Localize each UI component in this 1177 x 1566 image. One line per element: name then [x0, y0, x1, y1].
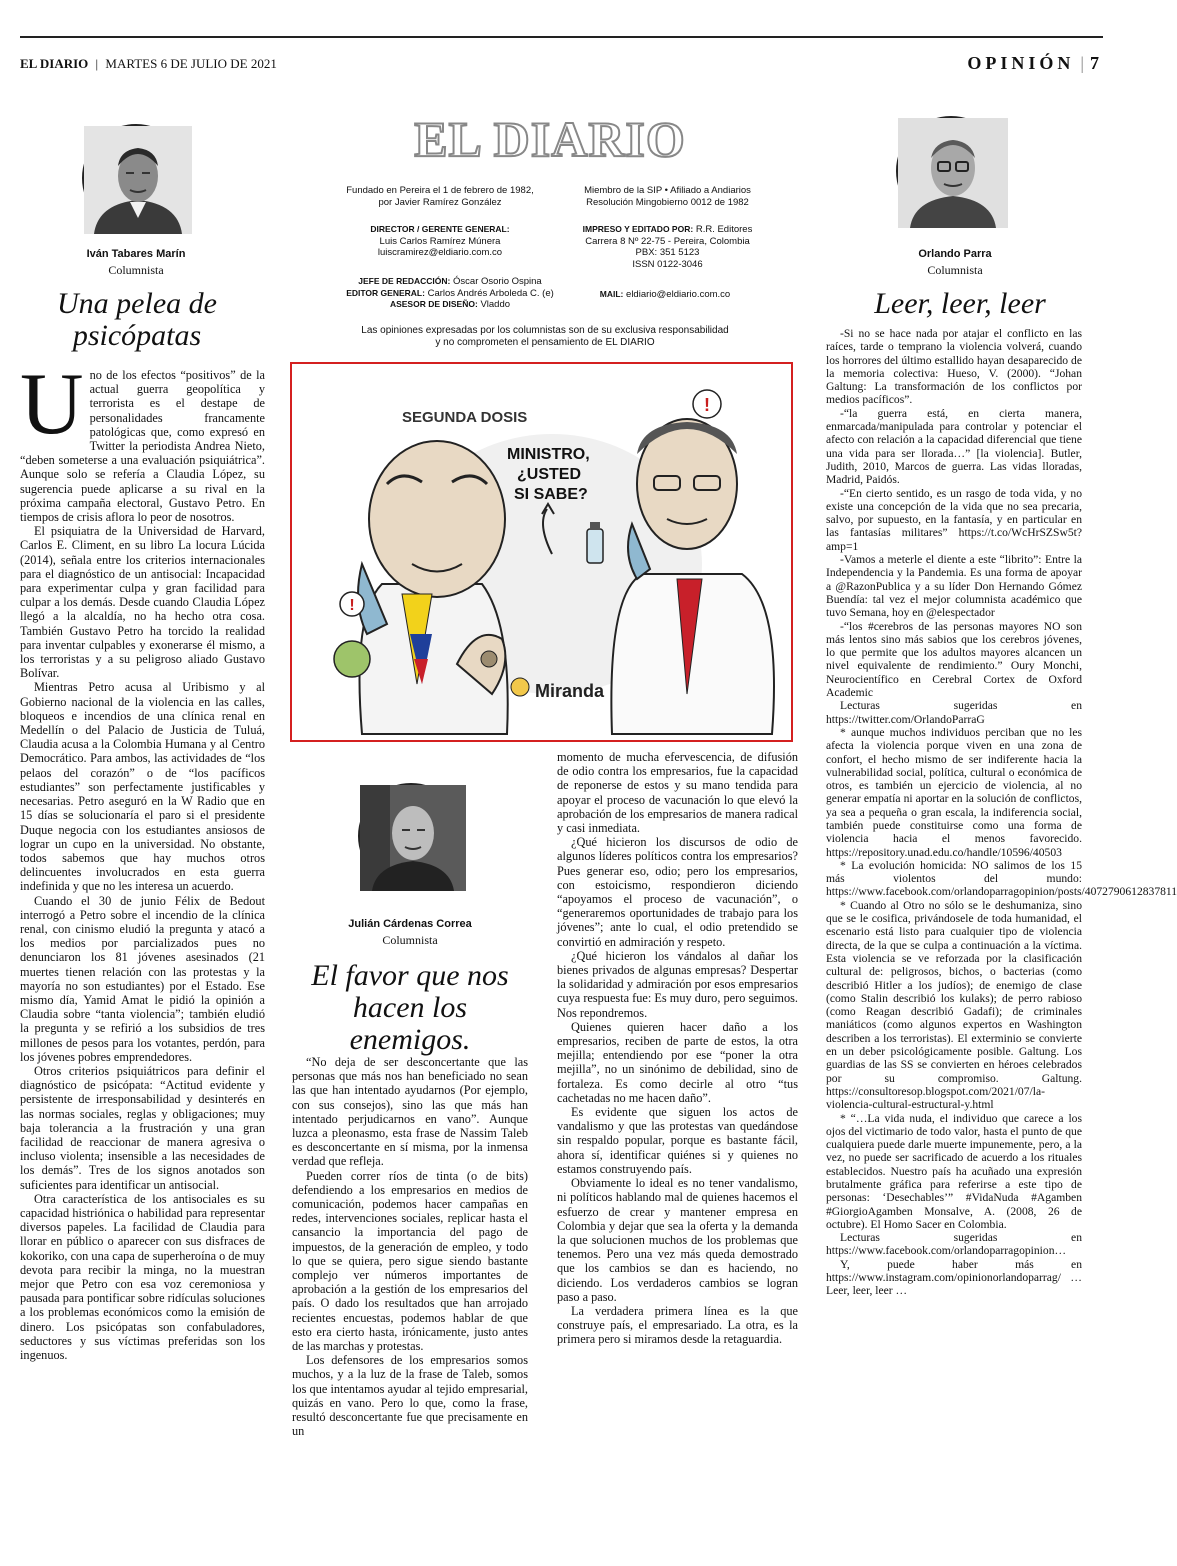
cartoon-exclaim-right: ! — [704, 395, 710, 415]
masthead-founded-line-2: por Javier Ramírez González — [378, 196, 502, 208]
author-role-tabares: Columnista — [108, 263, 164, 277]
masthead-asesor-name: Vladdo — [480, 299, 511, 310]
author-photo-tabares — [82, 124, 190, 232]
cartoon-frame — [290, 362, 793, 742]
masthead-founded-line-1: Fundado en Pereira el 1 de febrero de 1982, — [346, 185, 534, 196]
masthead-director — [330, 224, 550, 259]
column-title-parra: Leer, leer, leer — [874, 287, 1046, 320]
cartoon-illustration — [292, 364, 791, 740]
masthead-mail-label: MAIL: — [599, 289, 624, 299]
paragraph: Es evidente que siguen los actos de vandalismo y que las protestas van quedándose sin respaldo popular, porque es bastante fácil, ahora sí, identificar quiénes si y quienes no estamos construyendo país. — [557, 1105, 798, 1176]
column-body-tabares — [20, 356, 265, 1553]
paragraph: “No deja de ser desconcertante que las personas que más nos han beneficiado no sean las que han intentado ayudarnos (Por ejemplo, con sus consejos), sino las que más han intentado perjudicarnos en vano”. Aunque luzca a pleonasmo, esta frase de Nassim Taleb es desconcertante en sí misma, por la inmensa verdad que refleja. — [292, 1055, 528, 1169]
masthead-director-name: Luis Carlos Ramírez Múnera — [379, 235, 501, 247]
masthead-founded — [330, 185, 550, 208]
masthead-asesor-label: ASESOR DE DISEÑO: — [389, 299, 478, 309]
column-title-cardenas — [290, 960, 530, 1056]
masthead-member-line-1: Miembro de la SIP • Afiliado a Andiarios — [584, 185, 751, 196]
paragraph: -Si no se hace nada por atajar el conflicto en las raíces, tarde o temprano la violencia volverá, cuando los horrores del último estallido hayan desaparecido de la memoria colectiva: Hueso, V. (2000). “Johan Galtung: La transformación de los conflictos por medios pacíficos”. — [826, 327, 1082, 407]
paragraph: Pueden correr ríos de tinta (o de bits) defendiendo a los empresarios en medios de comunicación, podemos hacer campañas en redes, intervenciones sociales, replicar hasta el cansancio la importancia del pago de impuestos, de la generación de empleo, y todo lo que se quiera, pero sigue siendo bastante complejo ver números importantes de aprobación a la gestión de los empresarios del país. O dado los resultados que han arrojado recientes encuestas, podemos hablar de que esto era cierto hasta, irónicamente, justo antes de las marchas y protestas. — [292, 1168, 528, 1354]
paragraph: -“En cierto sentido, es un rasgo de toda vida, y no existe una concepción de la vida que no sea precaria, salvo, por supuesto, en la fantasía, y en particular en las fantasías militares” https://t.co/WcHrSZSw5t?amp=1 — [826, 486, 1082, 553]
author-photo-cardenas — [358, 783, 464, 889]
paragraph: ¿Qué hicieron los vándalos al dañar los bienes privados de algunas empresas? Despertar la solidaridad y admiración por esos empresarios cuya respuesta fue: Es muy duro, pero seguimos. Nos repondremos. — [557, 948, 798, 1020]
paragraph: * aunque muchos individuos perciban que no les afecta la violencia porque viven en una zona de confort, el hecho mismo de ser indiferente hacia la vulnerabilidad social, política, cultural o económica de otros, es también un ejercicio de violencia, al no generar empatía ni aportar en la solución de conflictos, ya sea a pequeña o gran escala, la indiferencia social, también puede constituirse como una forma de violencia hacia el menos favorecido. https://repository.unad.edu.co/handle/10596/40503 — [826, 725, 1082, 859]
paragraph: Otros criterios psiquiátricos para definir el diagnóstico de psicópata: “Actitud evidente y persistente de irresponsabilidad y desinterés en las normas sociales, reglas y obligaciones; muy baja tolerancia a la frustración y una gran facilidad de reaccionar de manera agresiva o incluso violenta; insensible a las necesidades de los demás”. Tres de los signos anotados son suficientes para identificar un antisocial. — [20, 1063, 265, 1192]
header-date-line — [20, 56, 277, 72]
masthead-printer — [555, 224, 780, 270]
paragraph: El psiquiatra de la Universidad de Harvard, Carlos E. Climent, en su libro La locura Lúcida (2014), señala entre los criterios internacionales para el diagnóstico de un antisocial: Incapacidad para experimentar culpa y gran facilidad para culpar a los demás. Desde cuando Claudia López llegó a la alcaldía, no ha hecho otra cosa. También Gustavo Petro ha torcido la realidad para inventar culpables y exonerarse él mismo, a los terroristas y a su peligroso aliado Gustavo Bolívar. — [20, 524, 265, 681]
masthead-director-label: DIRECTOR / GERENTE GENERAL: — [370, 224, 510, 234]
author-role-cardenas: Columnista — [382, 933, 438, 947]
paragraph: Lecturas sugeridas en https://www.facebook.com/orlandoparragopinion… — [826, 1231, 1082, 1258]
header-separator: | — [95, 56, 99, 71]
column-body-cardenas-b — [557, 750, 798, 1555]
header-date: MARTES 6 DE JULIO DE 2021 — [105, 56, 277, 71]
column-body-cardenas-a — [292, 1055, 528, 1555]
paragraph: Otra característica de los antisociales es su capacidad histriónica o habilidad para representar diversos papeles. La facilidad de Claudia para llorar en público o aparecer con sus disfraces de kokoriko, con una capa de superheroína o de muy devota para recibir la minga, no la muestran mejor que Petro con esa voz ceremoniosa y pausada para pontificar sobre ridículas soluciones a los problemas económicos como la emisión de dinero. Los psicópatas son confabuladores, seductores y sus víctimas preferidas son los ingenuos. — [20, 1191, 265, 1363]
paragraph: -Vamos a meterle el diente a este “librito”: Entre la Independencia y la Pandemia. Es una forma de apoyar a @RazonPublica y a su líder Don Hernando Gómez Buendía: tal vez el mejor columnista académico que tuvo Semana, hoy en @elespectador — [826, 553, 1082, 620]
paragraph: Obviamente lo ideal es no tener vandalismo, ni políticos hablando mal de quienes hacemos el esfuerzo de crear y mantener empresa en Colombia y dejar que sea la oferta y la demanda la que solucionen muchos de los problemas que tenemos. Pero una vez más queda demostrado que los cambios se dan es haciendo, no diciendo. Los verdaderos cambios se logran paso a paso. — [557, 1176, 798, 1304]
masthead-disclaimer-line-1: Las opiniones expresadas por los columnistas son de su exclusiva responsabilidad — [361, 325, 729, 336]
paragraph: ¿Qué hicieron los discursos de odio de algunos líderes políticos contra los empresarios? Pues generar eso, odio; pero los empresarios, con estoicismo, respondieron diciendo “apoyamos el proceso de vacunación”, o “generaremos oportunidades de trabajo para los jóvenes”; ante lo cual, el odio pretendido se convirtió en admiración y respeto. — [557, 835, 798, 949]
drop-cap: U — [20, 356, 84, 453]
column-title-line-1: El favor que nos — [311, 959, 509, 992]
masthead-mail — [565, 289, 765, 301]
author-role-parra: Columnista — [927, 263, 983, 277]
author-name-tabares: Iván Tabares Marín — [86, 248, 186, 260]
header-rule — [20, 36, 1103, 38]
column-title-line-2: psicópatas — [72, 319, 202, 352]
cartoon-exclaim-left: ! — [349, 597, 355, 614]
paragraph: Y, puede haber más en https://www.instagram.com/opinionorlandoparrag/ … Leer, leer, leer … — [826, 1257, 1082, 1298]
paragraph — [20, 356, 265, 525]
paragraph: Lecturas sugeridas en https://twitter.com/OrlandoParraG — [826, 699, 1082, 726]
paragraph: * La evolución homicida: NO salimos de los 15 más violentos del mundo: https://www.facebook.com/orlandoparragopinion/posts/4072790612837811 — [826, 858, 1177, 899]
header-section: OPINIÓN — [967, 53, 1075, 73]
masthead-editor-label: EDITOR GENERAL: — [346, 287, 425, 298]
masthead-disclaimer — [320, 325, 770, 348]
masthead-printed-label: IMPRESO Y EDITADO POR: — [582, 224, 694, 234]
cartoon-caption: SEGUNDA DOSIS — [402, 409, 528, 426]
paragraph: * “…La vida nuda, el individuo que carece a los ojos del victimario de todo valor, hasta el punto de que cualquiera puede darle muerte impunemente, pero, a la vez, no puede ser sacrificado de acuerdo a los rituales establecidos. Nuestro país ha acuñado una expresión brutalmente gráfica para referirse a este tipo de personas: ‘Desechables’” #VidaNuda #Agamben #GiorgioAgamben Monsalve, A. (2008, 26 de octubre). El Homo Sacer en Colombia. — [826, 1111, 1082, 1231]
header-section-separator: | — [1080, 53, 1084, 73]
paragraph: La verdadera primera línea es la que construye país, el empresariado. La otra, es la primera pero si miramos desde la retaguardia. — [557, 1303, 798, 1347]
column-title-tabares — [22, 288, 252, 352]
masthead-member — [555, 185, 780, 208]
column-title-line-1: Una pelea de — [57, 287, 217, 320]
paragraph: Los defensores de los empresarios somos muchos, y a la luz de la frase de Taleb, somos los que intentamos ayudar al tejido empresarial, quizás en vano. Pero lo que, como la frase, resultó desconcertante fue que precisamente en un — [292, 1353, 528, 1439]
paragraph-text: no de los efectos “positivos” de la actual guerra geopolítica y terrorista es el destape de personalidades francamente patológicas que, como expresó en Twitter la periodista Andrea Nieto, “deben someterse a una evaluación psiquiátrica”. Aunque solo se refería a Claudia López, su sugerencia puede aplicarse a su rival en la próxima campaña electoral, Gustavo Petro. En tiempos de crisis aflora lo peor de nosotros. — [20, 368, 265, 525]
author-name-cardenas: Julián Cárdenas Correa — [348, 918, 472, 930]
paragraph: -“los #cerebros de las personas mayores NO son más lentos sino más sabios que los cerebros jóvenes, lo que permite que los adultos mayores alcancen un nivel equivalente de rendimiento.” Oury Monchi, Neurocientífico en Cerebral Cortex de Oxford Academic — [826, 619, 1082, 700]
masthead-staff — [330, 276, 570, 311]
masthead-member-line-2: Resolución Mingobierno 0012 de 1982 — [586, 196, 749, 208]
masthead-mail-address: eldiario@eldiario.com.co — [626, 289, 731, 300]
masthead-director-email: luiscramirez@eldiario.com.co — [377, 247, 503, 258]
column-title-line-2: hacen los enemigos. — [349, 991, 471, 1056]
paragraph: -“la guerra está, en cierta manera, enmarcada/manipulada para controlar y potenciar el afecto con relación a la capacidad diferencial que tiene una vida para ser llorada…” [la violencia]. Butler, Judith, 2010, Marcos de guerra. Las vidas lloradas, Madrid, Paidós. — [826, 406, 1082, 487]
header-page-number: 7 — [1090, 53, 1103, 73]
masthead-address: Carrera 8 Nº 22-75 - Pereira, Colombia — [585, 235, 750, 247]
header-section-line — [967, 53, 1103, 74]
paragraph: Mientras Petro acusa al Uribismo y al Gobierno nacional de la violencia en las calles, bloqueos e incendios de una clínica renal en Medellín o del Palacio de Justicia de Tuluá, Claudia acusa a la Colombia Humana y al Centro Democrático. Para ambos, las actividades de “los pelaos del corazón” o de “los pacíficos estudiantes” son perfectamente justificables y necesarias. Petro aseguró en la W Radio que en 15 días se solucionaría el paro si el presidente Duque negocia con los estudiantes ansiosos de lograr un cupo en la universidad. No obstante, todos sabemos que hay muchos otros delincuentes involucrados en esta guerra indefinida y que no les interesa un acuerdo. — [20, 680, 265, 894]
cartoon-bubble-line-1: MINISTRO, — [507, 446, 590, 463]
author-photo-parra — [896, 116, 1006, 226]
cartoon-signature: Miranda — [535, 681, 605, 701]
paragraph: * Cuando al Otro no sólo se le deshumaniza, sino que se le cosifica, privándosele de toda humanidad, el escenario está listo para cualquier tipo de violencia directa, de la que se culpa a continuación a la víctima. Esta violencia se ve reforzada por la clasificación cultural de: peligrosos, bichos, o bacterias (como describió Hitler a los judíos); de enemigo de clase (como Stalin describió los kulaks); de perro rabioso (como Reagan describió Gadafi); de criminales maniáticos (como algunos expertos en Washington describen a los terroristas). El exterminio se convierte en un deber psicológicamente posible. Galtung. Los guardias de las SS se convierten en héroes celebrados por su compromiso. Galtung. https://consultoresop.blogspot.com/2021/07/la-violencia-cultural-estructural-y.html — [826, 898, 1082, 1112]
masthead-jefe-name: Óscar Osorio Ospina — [453, 276, 542, 287]
masthead-issn: ISSN 0122-3046 — [632, 258, 703, 270]
cartoon-bubble-line-3: SI SABE? — [514, 486, 588, 503]
masthead-jefe-label: JEFE DE REDACCIÓN: — [358, 276, 451, 286]
author-name-parra: Orlando Parra — [918, 248, 992, 260]
masthead-pbx: PBX: 351 5123 — [635, 247, 700, 258]
cartoon-bubble-line-2: ¿USTED — [517, 466, 581, 483]
masthead-logo: EL DIARIO — [414, 111, 686, 167]
column-body-parra — [826, 327, 1177, 1555]
masthead-disclaimer-line-2: y no comprometen el pensamiento de EL DIARIO — [435, 336, 655, 348]
paragraph: Cuando el 30 de junio Félix de Bedout interrogó a Petro sobre el incendio de la clínica renal, con cinismo eludió la pregunta y atacó a los medios por parcializados pues no denunciaron los 81 jóvenes asesinados (21 muertes tienen relación con las protestas y la mayoría no son estudiantes) por el Estado. Ese mismo día, Yamid Amat le pidió la opinión a Claudia sobre “tanta violencia”; también eludió la pregunta y se refirió a los subsidios de tres millones de pesos para los votantes, perdón, para los jóvenes pobres emprendedores. — [20, 893, 265, 1064]
paragraph: Quienes quieren hacer daño a los empresarios, reciben de parte de estos, la otra mejilla; entendiendo por ese “poner la otra mejilla”, no un sinónimo de debilidad, sino de fortaleza. Es como decirle al otro “tus cachetadas no me hacen daño”. — [557, 1019, 798, 1105]
masthead-editor-name: Carlos Andrés Arboleda C. (e) — [427, 287, 554, 299]
paragraph: momento de mucha efervescencia, de difusión de odio contra los empresarios, fue la capacidad de reponerse de estos y su mano tendida para apoyar el proceso de vacunación lo que elevó la aprobación de los empresarios de manera radical y casi inmediata. — [557, 750, 798, 836]
header-paper-name: EL DIARIO — [20, 56, 89, 71]
masthead-printed-by: R.R. Editores — [695, 224, 753, 235]
